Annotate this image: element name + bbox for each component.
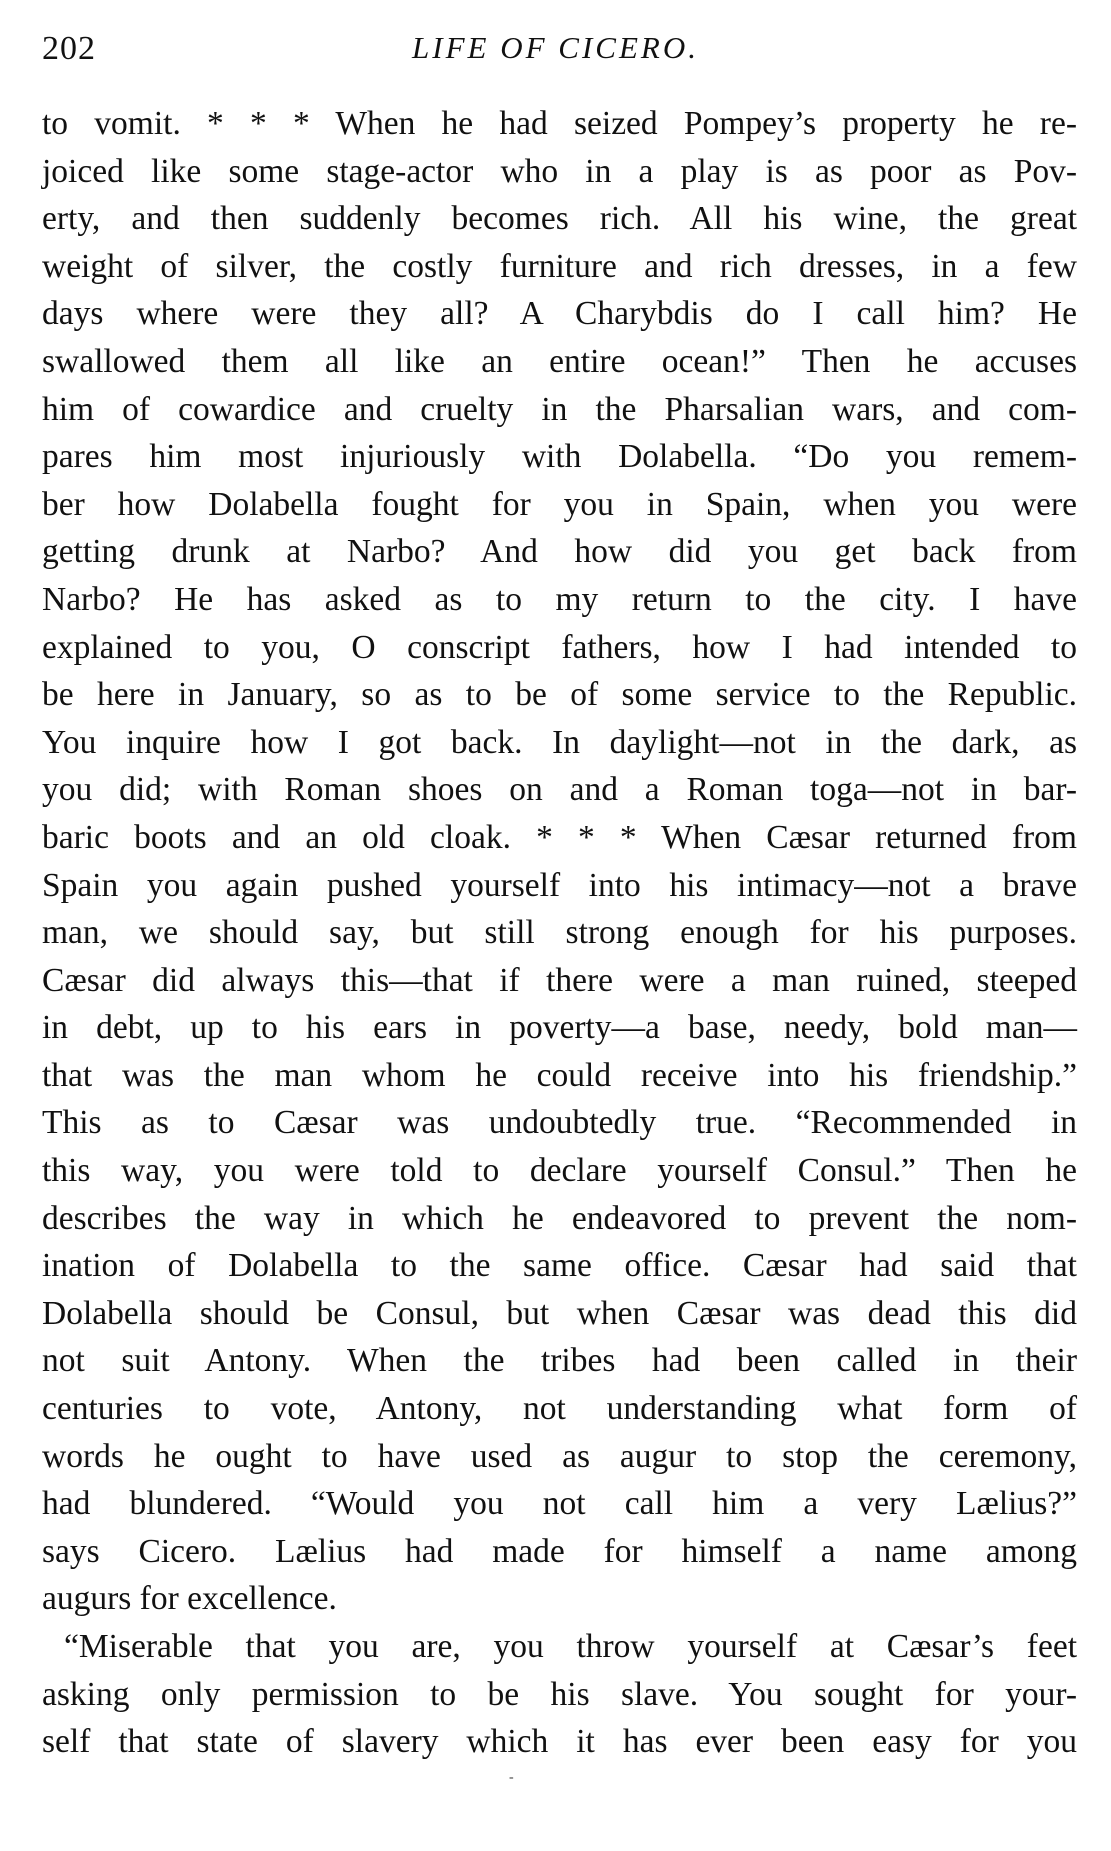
text-line: weight of silver, the costly furniture and rich dresses, in a few <box>42 247 1077 285</box>
text-line: Spain you again pushed yourself into his intimacy—not a brave <box>42 866 1077 904</box>
text-line: you did; with Roman shoes on and a Roman toga—not in bar- <box>42 771 1077 809</box>
text-line: had blundered. “Would you not call him a very Lælius?” <box>42 1485 1077 1523</box>
text-line: in debt, up to his ears in poverty—a base, needy, bold man— <box>42 1009 1077 1047</box>
text-line: centuries to vote, Antony, not understanding what form of <box>42 1390 1077 1428</box>
text-line: this way, you were told to declare yourself Consul.” Then he <box>42 1152 1077 1190</box>
page-header <box>42 30 1069 80</box>
paragraph-end-line: augurs for excellence. <box>42 1580 337 1618</box>
text-line: You inquire how I got back. In daylight—not in the dark, as <box>42 723 1077 761</box>
text-line: baric boots and an old cloak. * * * When Cæsar returned from <box>42 818 1077 856</box>
text-line: him of cowardice and cruelty in the Pharsalian wars, and com- <box>42 390 1077 428</box>
text-line: erty, and then suddenly becomes rich. All his wine, the great <box>42 200 1077 238</box>
text-line: Narbo? He has asked as to my return to the city. I have <box>42 580 1077 618</box>
text-line: This as to Cæsar was undoubtedly true. “Recommended in <box>42 1104 1077 1142</box>
text-line: pares him most injuriously with Dolabella. “Do you remem- <box>42 438 1077 476</box>
footer-mark: - <box>509 1770 514 1785</box>
body-text <box>42 100 1077 1766</box>
text-line: self that state of slavery which it has ever been easy for you <box>42 1723 1077 1761</box>
text-line: that was the man whom he could receive into his friendship.” <box>42 1056 1077 1094</box>
text-line: words he ought to have used as augur to stop the ceremony, <box>42 1437 1077 1475</box>
text-line: to vomit. * * * When he had seized Pompey’s property he re- <box>42 105 1077 142</box>
text-line: explained to you, O conscript fathers, how I had intended to <box>42 628 1077 666</box>
page-number: 202 <box>42 30 96 67</box>
text-line: swallowed them all like an entire ocean!” Then he accuses <box>42 342 1077 380</box>
text-line: getting drunk at Narbo? And how did you get back from <box>42 533 1077 571</box>
text-line: asking only permission to be his slave. You sought for your- <box>42 1675 1077 1713</box>
text-line: not suit Antony. When the tribes had been called in their <box>42 1342 1077 1380</box>
text-line: says Cicero. Lælius had made for himself a name among <box>42 1532 1077 1570</box>
text-line: Cæsar did always this—that if there were a man ruined, steeped <box>42 961 1077 999</box>
text-line: days where were they all? A Charybdis do I call him? He <box>42 295 1077 333</box>
running-head: LIFE OF CICERO. <box>412 30 699 65</box>
text-line: joiced like some stage-actor who in a play is as poor as Pov- <box>42 152 1077 190</box>
text-line: man, we should say, but still strong enough for his purposes. <box>42 914 1077 952</box>
text-line: Dolabella should be Consul, but when Cæsar was dead this did <box>42 1294 1077 1332</box>
text-line: be here in January, so as to be of some service to the Republic. <box>42 676 1077 714</box>
text-line: ination of Dolabella to the same office. Cæsar had said that <box>42 1247 1077 1285</box>
text-line: describes the way in which he endeavored to prevent the nom- <box>42 1199 1077 1237</box>
text-line: ber how Dolabella fought for you in Spain, when you were <box>42 485 1077 523</box>
paragraph-start-line: “Miserable that you are, you throw yourself at Cæsar’s feet <box>64 1628 1077 1665</box>
